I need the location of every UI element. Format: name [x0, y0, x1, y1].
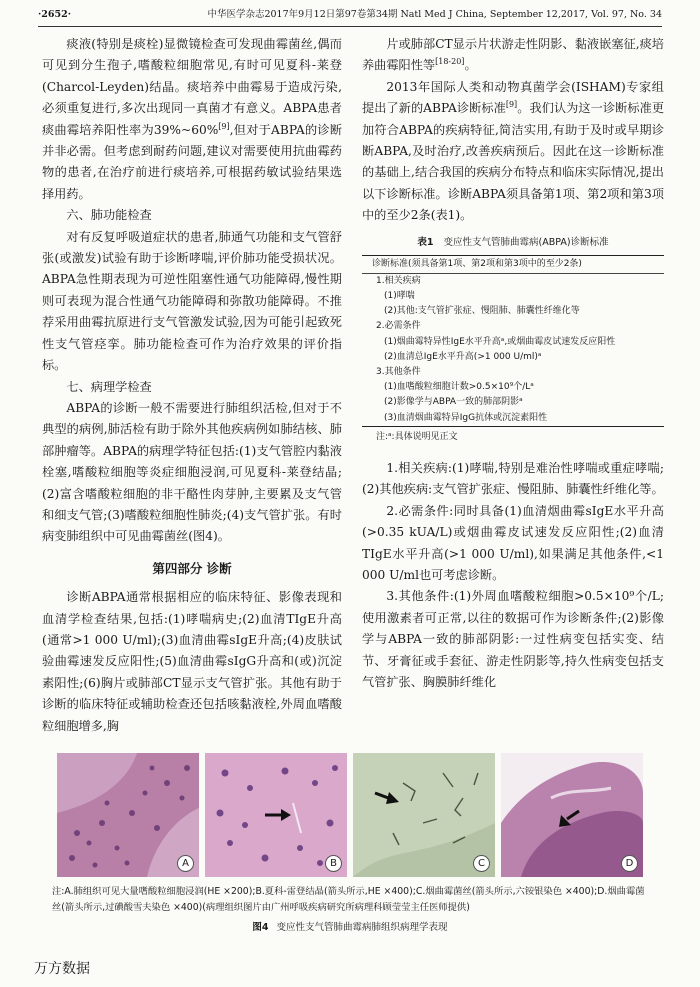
table-row: (1)烟曲霉特异性IgE水平升高ᵃ,或烟曲霉皮试速发反应阳性 [384, 336, 616, 347]
paragraph: 3.其他条件:(1)外周血嗜酸粒细胞>0.5×10⁹个/L;使用激素者可正常,以往的数据可作为诊断条件;(2)影像学与ABPA一致的肺部阴影:一过性病变包括实变、结节、牙膏征或手套征、游走性阴影等,持久性病变包括支气管扩张、胸膜肺纤维化 [362, 589, 664, 689]
watermark: 万方数据 [34, 961, 90, 977]
figure-panel-c [353, 753, 495, 877]
panel-label-a: A [177, 855, 194, 872]
table-row: (2)血清总IgE水平升高(>1 000 U/ml)ᵃ [384, 351, 542, 362]
subheading-pulmonary-function: 六、肺功能检查 [66, 208, 152, 223]
subheading-pathology: 七、病理学检查 [66, 379, 152, 394]
table-row: (3)血清烟曲霉特异IgG抗体或沉淀素阳性 [384, 412, 548, 423]
table-row: 1.相关疾病 [376, 275, 421, 286]
table-row: (2)影像学与ABPA一致的肺部阴影ᵃ [384, 397, 523, 408]
section-heading-diagnosis: 第四部分 诊断 [152, 560, 232, 576]
paragraph: 痰液(特别是痰栓)显微镜检查可发现曲霉菌丝,偶而可见到分生孢子,嗜酸粒细胞常见,有时可见夏科-莱登(Charcol-Leyden)结晶。痰培养中曲霉易于造成污染,必须重复进行,多次出现同一真菌才有意义。ABPA患者痰曲霉培养阳性率为39%~60%[9],但对于ABPA的诊断并非必需。但考虑到耐药问题,建议对需要使用抗曲霉药物的患者,在治疗前进行痰培养,可根据药敏试验结果选择用药。 [42, 37, 343, 201]
left-column [42, 34, 342, 737]
panel-label-b: B [325, 855, 342, 872]
paragraph: 诊断ABPA通常根据相应的临床特征、影像表现和血清学检查结果,包括:(1)哮喘病史;(2)血清TIgE升高(通常>1 000 U/ml);(3)血清曲霉sIgE升高;(4)皮肤试验曲霉速发反应阳性;(5)血清曲霉sIgG升高和(或)沉淀素阳性;(6)胸片或肺部CT显示支气管扩张。其他有助于诊断的临床特征或辅助检查还包括咳黏液栓,外周血嗜酸粒细胞增多,胸 [42, 590, 342, 733]
citation: [9] [218, 121, 230, 131]
running-header [38, 6, 662, 27]
table-row: 2.必需条件 [376, 321, 421, 332]
figure-panel-a [57, 753, 199, 877]
page-number: ·2652· [38, 9, 72, 20]
table-body [362, 274, 664, 426]
paragraph: 2013年国际人类和动物真菌学会(ISHAM)专家组提出了新的ABPA诊断标准[9]。我们认为这一诊断标准更加符合ABPA的疾病特征,简洁实用,有助于及时或早期诊断ABPA,及时治疗,改善疾病预后。因此在这一诊断标准的基础上,结合我国的疾病分布特点和临床实际情况,提出以下诊断标准。诊断ABPA须具备第1项、第2项和第3项中的至少2条(表1)。 [362, 79, 665, 223]
panel-label-d: D [621, 855, 638, 872]
paragraph: 2.必需条件:同时具备(1)血清烟曲霉sIgE水平升高(>0.35 kUA/L)或烟曲霉皮试速发反应阳性;(2)血清TIgE水平升高(>1 000 U/ml),如果满足其他条件,<1 000 U/ml也可考虑诊断。 [362, 503, 664, 582]
table-row: (1)哮喘 [384, 291, 415, 302]
figure-title: 图4 变应性支气管肺曲霉病肺组织病理学表现 [252, 922, 448, 933]
table-row: (1)血嗜酸粒细胞计数>0.5×10⁹个/Lᵃ [384, 382, 534, 393]
figure-panel-d [501, 753, 643, 877]
figure-4-panels [57, 753, 645, 877]
table-row: (2)其他:支气管扩张症、慢阻肺、肺囊性纤维化等 [384, 306, 580, 317]
table-note: 注:ᵃ:具体说明见正文 [376, 431, 458, 442]
panel-label-c: C [473, 855, 490, 872]
table-caption: 表1 变应性支气管肺曲霉病(ABPA)诊断标准 [417, 236, 609, 248]
right-column [362, 34, 664, 693]
table-header: 诊断标准(须具备第1项、第2项和第3项中的至少2条) [362, 256, 664, 274]
paragraph: 片或肺部CT显示片状游走性阴影、黏液嵌塞征,痰培养曲霉阳性等[18-20]。 [362, 37, 664, 73]
citation: [18-20] [435, 57, 465, 67]
paragraph: 对有反复呼吸道症状的患者,肺通气功能和支气管舒张(或激发)试验有助于诊断哮喘,评价肺功能受损状况。ABPA急性期表现为可逆性阻塞性通气功能障碍,慢性期则可表现为混合性通气功能障碍和弥散功能障碍。不推荐采用曲霉抗原进行支气管激发试验,因为可能引起致死性支气管痉挛。肺功能检查可作为治疗效果的评价指标。 [42, 229, 342, 373]
paragraph: 1.相关疾病:(1)哮喘,特别是难治性哮喘或重症哮喘;(2)其他疾病:支气管扩张症、慢阻肺、肺囊性纤维化等。 [362, 460, 664, 497]
criteria-table [362, 255, 664, 427]
citation: [9] [505, 100, 518, 110]
table-row: 3.其他条件 [376, 367, 421, 378]
journal-running-title: 中华医学杂志2017年9月12日第97卷第34期 Natl Med J China, September 12,2017, Vol. 97, No. 34 [207, 9, 662, 20]
figure-caption: 注:A.肺组织可见大量嗜酸粒细胞浸润(HE ×200);B.夏科-雷登结晶(箭头所示,HE ×400);C.烟曲霉菌丝(箭头所示,六铵银染色 ×400);D.烟曲霉菌丝(箭头所示,过碘酸雪夫染色 ×400)(病理组织图片由广州呼吸疾病研究所病理科顾莹莹主任医师提供) [52, 886, 645, 913]
paragraph: ABPA的诊断一般不需要进行肺组织活检,但对于不典型的病例,肺活检有助于除外其他疾病例如肺结核、肺部肿瘤等。ABPA的病理学特征包括:(1)支气管腔内黏液栓塞,嗜酸粒细胞等炎症细胞浸润,可见夏科-莱登结晶;(2)富含嗜酸粒细胞的非干酪性肉芽肿,主要累及支气管和细支气管;(3)嗜酸粒细胞性肺炎;(4)支气管扩张。有时病变肺组织中可见曲霉菌丝(图4)。 [42, 400, 342, 544]
table-1 [362, 235, 664, 448]
figure-panel-b [205, 753, 347, 877]
